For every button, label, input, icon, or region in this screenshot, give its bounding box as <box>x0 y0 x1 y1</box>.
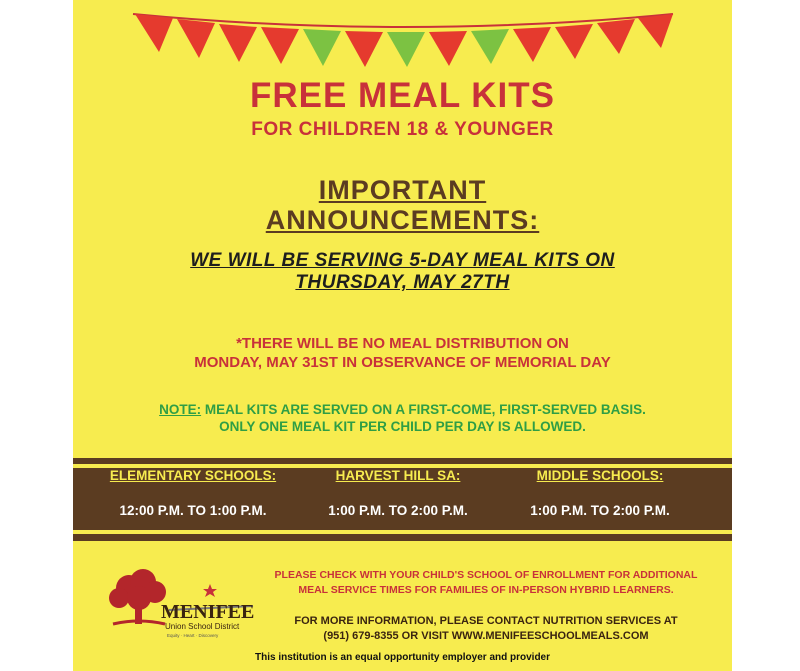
bunting-flag <box>261 27 299 64</box>
bunting-flag <box>555 24 593 59</box>
logo-name: MENIFEE <box>161 601 255 623</box>
serving-line-2: THURSDAY, MAY 27TH <box>295 272 510 293</box>
enrollment-check <box>251 568 721 598</box>
serving-line-1: WE WILL BE SERVING 5-DAY MEAL KITS ON <box>190 250 615 271</box>
schedule-heading: MIDDLE SCHOOLS: <box>536 468 664 483</box>
contact-info <box>251 614 721 644</box>
schedule-time: 12:00 P.M. TO 1:00 P.M. <box>119 503 267 518</box>
bunting-flag <box>638 14 673 48</box>
bunting-banner <box>73 0 732 80</box>
bunting-flag <box>219 24 257 62</box>
announcement-line-1: IMPORTANT <box>318 175 487 205</box>
schedule-middle <box>490 468 710 518</box>
info-line-2: (951) 679-8355 OR VISIT WWW.MENIFEESCHOOLMEALS.COM <box>323 630 649 642</box>
schedule-heading: ELEMENTARY SCHOOLS: <box>109 468 277 483</box>
notice-line-2: MONDAY, MAY 31ST IN OBSERVANCE OF MEMORIAL DAY <box>194 354 611 371</box>
star-icon <box>203 584 217 597</box>
logo-district: Union School District <box>165 622 240 631</box>
bunting-flag <box>597 19 635 54</box>
footer-disclaimer: This institution is an equal opportunity employer and provider <box>254 652 551 663</box>
notice-line-1: *THERE WILL BE NO MEAL DISTRIBUTION ON <box>236 335 569 352</box>
bunting-flag <box>387 32 425 67</box>
schedule-harvest-hill <box>288 468 508 518</box>
bunting-flag <box>303 29 341 66</box>
note-line-2: ONLY ONE MEAL KIT PER CHILD PER DAY IS ALLOWED. <box>219 419 586 434</box>
schedule-time: 1:00 P.M. TO 2:00 P.M. <box>328 503 468 518</box>
bunting-flag <box>513 27 551 62</box>
schedule-time: 1:00 P.M. TO 2:00 P.M. <box>530 503 670 518</box>
check-line-2: MEAL SERVICE TIMES FOR FAMILIES OF IN-PERSON HYBRID LEARNERS. <box>298 584 674 596</box>
note-label: NOTE: <box>159 402 202 417</box>
tree-icon <box>109 569 166 624</box>
subtitle: FOR CHILDREN 18 & YOUNGER <box>251 119 554 140</box>
announcement-heading <box>73 175 732 235</box>
serving-message <box>73 250 732 294</box>
bunting-flag <box>471 29 509 64</box>
info-line-1: FOR MORE INFORMATION, PLEASE CONTACT NUTRITION SERVICES AT <box>294 615 678 627</box>
note-block <box>73 401 732 435</box>
band-stripe-bottom <box>73 530 732 534</box>
bunting-flag <box>135 14 173 52</box>
schedule-elementary <box>83 468 303 518</box>
bunting-flag <box>345 31 383 67</box>
distribution-notice <box>73 334 732 372</box>
note-line-1 <box>73 401 732 418</box>
check-line-1: PLEASE CHECK WITH YOUR CHILD'S SCHOOL OF ENROLLMENT FOR ADDITIONAL <box>274 569 698 581</box>
bunting-flag <box>177 19 215 58</box>
flyer <box>73 0 732 671</box>
note-text-1: MEAL KITS ARE SERVED ON A FIRST-COME, FIRST-SERVED BASIS. <box>201 402 646 417</box>
schedule-heading: HARVEST HILL SA: <box>335 468 461 483</box>
main-title: FREE MEAL KITS <box>249 76 556 115</box>
menifee-logo <box>103 566 263 640</box>
logo-tagline: Equity · Heart · Discovery <box>167 633 219 638</box>
bunting-flag <box>429 31 467 66</box>
announcement-line-2: ANNOUNCEMENTS: <box>265 205 540 235</box>
